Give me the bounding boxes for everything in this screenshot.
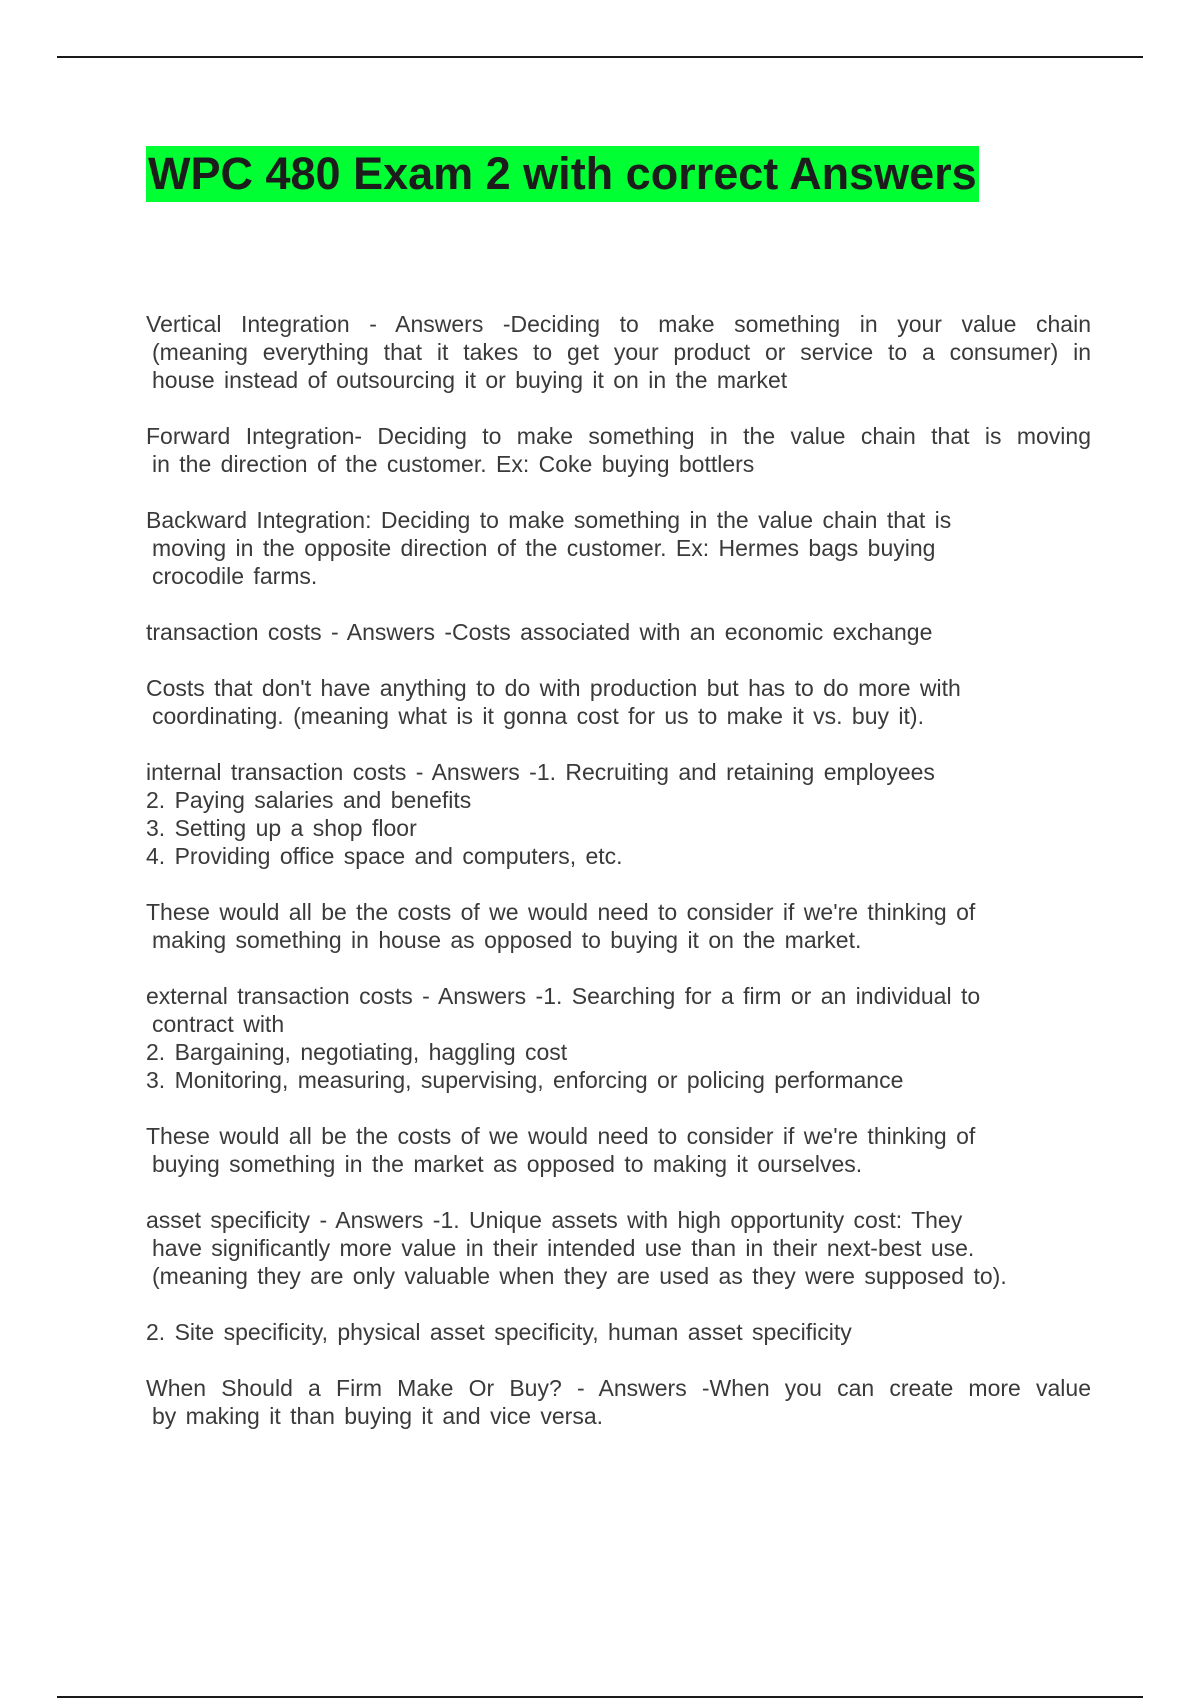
text-line: Vertical Integration - Answers -Deciding to make something in your value chain xyxy=(146,311,1091,337)
paragraph-site-specificity xyxy=(146,1318,1091,1346)
text-line: Backward Integration: Deciding to make something in the value chain that is xyxy=(146,507,952,533)
text-line: Costs that don't have anything to do with production but has to do more with xyxy=(146,675,961,701)
text-line: coordinating. (meaning what is it gonna cost for us to make it vs. buy it). xyxy=(152,703,924,729)
paragraph-internal-summary xyxy=(146,898,1091,954)
list-item: 4. Providing office space and computers, etc. xyxy=(146,843,623,869)
paragraph-asset-specificity xyxy=(146,1206,1091,1290)
list-item: 3. Setting up a shop floor xyxy=(146,815,417,841)
paragraph-external-transaction-costs xyxy=(146,982,1091,1094)
paragraph-internal-transaction-costs xyxy=(146,758,1091,870)
text-line: These would all be the costs of we would need to consider if we're thinking of xyxy=(146,1123,976,1149)
list-item: 3. Monitoring, measuring, supervising, enforcing or policing performance xyxy=(146,1067,904,1093)
text-line: making something in house as opposed to buying it on the market. xyxy=(152,927,862,953)
text-line: asset specificity - Answers -1. Unique assets with high opportunity cost: They xyxy=(146,1207,963,1233)
header-rule xyxy=(57,56,1143,58)
text-line: contract with xyxy=(152,1011,285,1037)
text-line: moving in the opposite direction of the customer. Ex: Hermes bags buying xyxy=(152,535,936,561)
text-line: internal transaction costs - Answers -1. Recruiting and retaining employees xyxy=(146,759,935,785)
list-item: 2. Bargaining, negotiating, haggling cost xyxy=(146,1039,568,1065)
text-line: in the direction of the customer. Ex: Coke buying bottlers xyxy=(152,451,755,477)
paragraph-forward-integration xyxy=(146,422,1091,478)
text-line: When Should a Firm Make Or Buy? - Answers -When you can create more value xyxy=(146,1375,1091,1401)
list-item: 2. Paying salaries and benefits xyxy=(146,787,472,813)
paragraph-backward-integration xyxy=(146,506,1091,590)
text-line: (meaning they are only valuable when they are used as they were supposed to). xyxy=(152,1263,1007,1289)
paragraph-make-or-buy xyxy=(146,1374,1091,1430)
paragraph-vertical-integration xyxy=(146,310,1091,394)
text-line: external transaction costs - Answers -1. Searching for a firm or an individual to xyxy=(146,983,981,1009)
paragraph-costs-coordinating xyxy=(146,674,1091,730)
document-title: WPC 480 Exam 2 with correct Answers xyxy=(146,146,979,202)
text-line: by making it than buying it and vice versa. xyxy=(152,1403,604,1429)
paragraph-external-summary xyxy=(146,1122,1091,1178)
document-body xyxy=(146,310,1091,1458)
text-line: Forward Integration- Deciding to make something in the value chain that is moving xyxy=(146,423,1091,449)
text-line: have significantly more value in their intended use than in their next-best use. xyxy=(152,1235,975,1261)
text-line: house instead of outsourcing it or buying it on in the market xyxy=(152,367,788,393)
list-item: 2. Site specificity, physical asset specificity, human asset specificity xyxy=(146,1319,852,1345)
text-line: (meaning everything that it takes to get your product or service to a consumer) in xyxy=(152,339,1091,365)
text-line: buying something in the market as opposed to making it ourselves. xyxy=(152,1151,863,1177)
footer-rule xyxy=(57,1696,1143,1698)
text-line: These would all be the costs of we would need to consider if we're thinking of xyxy=(146,899,976,925)
text-line: crocodile farms. xyxy=(152,563,318,589)
paragraph-transaction-costs xyxy=(146,618,1091,646)
text-line: transaction costs - Answers -Costs associated with an economic exchange xyxy=(146,619,933,645)
